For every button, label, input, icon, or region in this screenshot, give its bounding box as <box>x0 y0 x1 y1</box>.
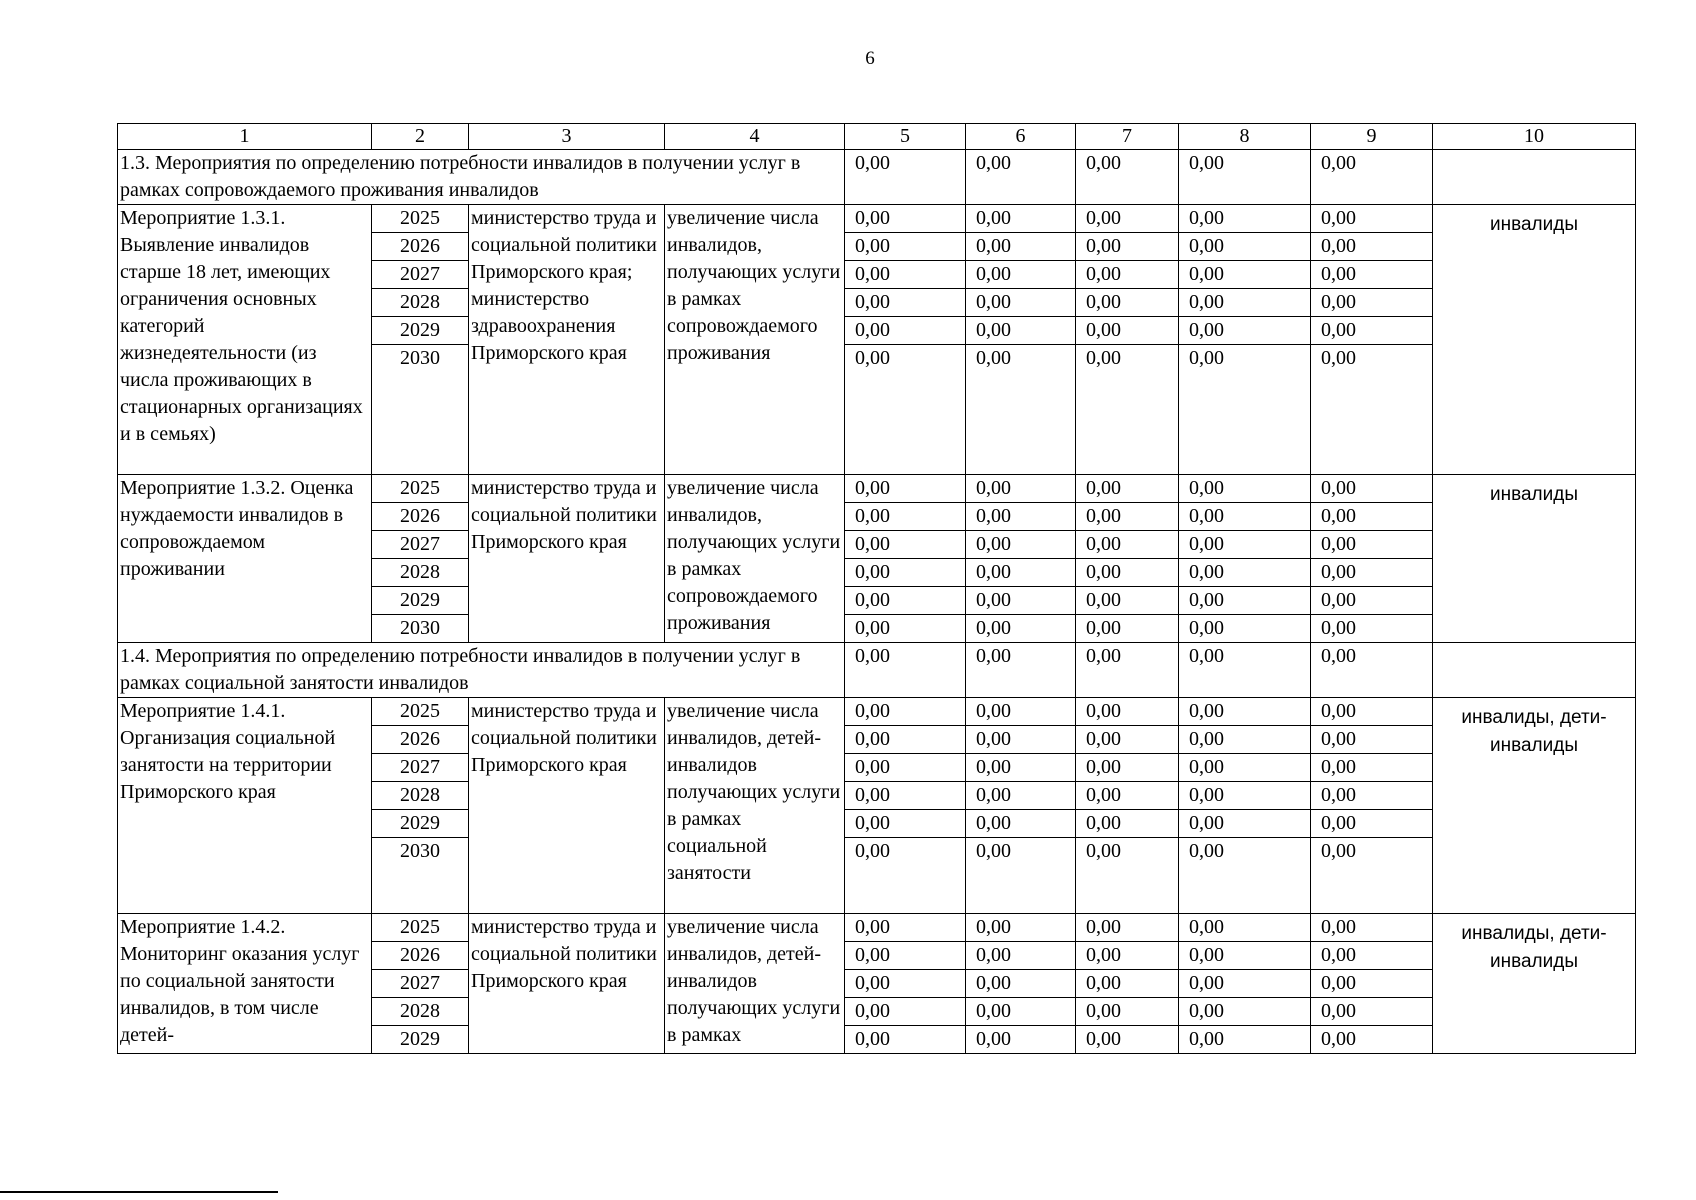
value-cell: 0,00 <box>1076 233 1179 261</box>
value-cell: 0,00 <box>1179 475 1311 503</box>
value-cell: 0,00 <box>1311 810 1433 838</box>
value-cell: 0,00 <box>1179 754 1311 782</box>
value-cell: 0,00 <box>845 1026 966 1054</box>
value-cell: 0,00 <box>966 970 1076 998</box>
value-cell: 0,00 <box>1311 475 1433 503</box>
value-cell: 0,00 <box>1076 970 1179 998</box>
value-cell: 0,00 <box>1179 345 1311 475</box>
value-cell: 0,00 <box>1311 503 1433 531</box>
target-group: инвалиды, дети-инвалиды <box>1433 914 1636 1054</box>
year-cell: 2029 <box>372 1026 469 1054</box>
value-cell: 0,00 <box>1311 587 1433 615</box>
value-cell: 0,00 <box>1311 1026 1433 1054</box>
value-cell: 0,00 <box>1076 587 1179 615</box>
year-cell: 2030 <box>372 838 469 914</box>
value-cell: 0,00 <box>1179 838 1311 914</box>
value-cell: 0,00 <box>1311 261 1433 289</box>
value-cell: 0,00 <box>966 345 1076 475</box>
section-empty-cell <box>1433 150 1636 205</box>
section-value: 0,00 <box>845 150 966 205</box>
section-value: 0,00 <box>1076 643 1179 698</box>
section-value: 0,00 <box>1179 150 1311 205</box>
value-cell: 0,00 <box>1076 754 1179 782</box>
expected-result: увеличение числа инвалидов, детей-инвалидов получающих услуги в рамках социальной занятости <box>665 698 845 914</box>
value-cell: 0,00 <box>845 587 966 615</box>
value-cell: 0,00 <box>1179 205 1311 233</box>
target-group: инвалиды <box>1433 475 1636 643</box>
value-cell: 0,00 <box>966 1026 1076 1054</box>
value-cell: 0,00 <box>845 970 966 998</box>
value-cell: 0,00 <box>1076 345 1179 475</box>
value-cell: 0,00 <box>966 261 1076 289</box>
year-cell: 2026 <box>372 503 469 531</box>
value-cell: 0,00 <box>1311 726 1433 754</box>
value-cell: 0,00 <box>845 698 966 726</box>
value-cell: 0,00 <box>1311 754 1433 782</box>
page-number: 6 <box>865 48 875 69</box>
year-cell: 2028 <box>372 289 469 317</box>
header-row <box>118 124 1636 150</box>
year-cell: 2026 <box>372 726 469 754</box>
value-cell: 0,00 <box>1076 317 1179 345</box>
value-cell: 0,00 <box>966 698 1076 726</box>
value-cell: 0,00 <box>966 615 1076 643</box>
section-empty-cell <box>1433 643 1636 698</box>
value-cell: 0,00 <box>845 345 966 475</box>
year-cell: 2028 <box>372 559 469 587</box>
year-cell: 2027 <box>372 970 469 998</box>
value-cell: 0,00 <box>845 726 966 754</box>
value-cell: 0,00 <box>845 205 966 233</box>
year-cell: 2029 <box>372 317 469 345</box>
value-cell: 0,00 <box>1076 698 1179 726</box>
value-cell: 0,00 <box>845 615 966 643</box>
value-cell: 0,00 <box>845 838 966 914</box>
value-cell: 0,00 <box>1076 261 1179 289</box>
value-cell: 0,00 <box>1311 205 1433 233</box>
value-cell: 0,00 <box>1179 587 1311 615</box>
section-value: 0,00 <box>1311 643 1433 698</box>
value-cell: 0,00 <box>1311 345 1433 475</box>
value-cell: 0,00 <box>966 205 1076 233</box>
value-cell: 0,00 <box>966 810 1076 838</box>
value-cell: 0,00 <box>1179 942 1311 970</box>
section-value: 0,00 <box>966 643 1076 698</box>
value-cell: 0,00 <box>1179 261 1311 289</box>
value-cell: 0,00 <box>1076 726 1179 754</box>
value-cell: 0,00 <box>1311 698 1433 726</box>
value-cell: 0,00 <box>845 942 966 970</box>
value-cell: 0,00 <box>1179 615 1311 643</box>
value-cell: 0,00 <box>845 531 966 559</box>
column-header: 5 <box>845 124 966 150</box>
value-cell: 0,00 <box>1179 914 1311 942</box>
year-cell: 2029 <box>372 587 469 615</box>
value-cell: 0,00 <box>1179 317 1311 345</box>
value-cell: 0,00 <box>1076 914 1179 942</box>
year-cell: 2027 <box>372 754 469 782</box>
value-cell: 0,00 <box>845 233 966 261</box>
column-header: 4 <box>665 124 845 150</box>
column-header: 2 <box>372 124 469 150</box>
value-cell: 0,00 <box>966 754 1076 782</box>
value-cell: 0,00 <box>1076 998 1179 1026</box>
value-cell: 0,00 <box>966 587 1076 615</box>
year-cell: 2030 <box>372 615 469 643</box>
section-value: 0,00 <box>1311 150 1433 205</box>
value-cell: 0,00 <box>845 261 966 289</box>
year-cell: 2026 <box>372 233 469 261</box>
section-value: 0,00 <box>1179 643 1311 698</box>
value-cell: 0,00 <box>966 942 1076 970</box>
value-cell: 0,00 <box>1179 810 1311 838</box>
column-header: 6 <box>966 124 1076 150</box>
column-header: 1 <box>118 124 372 150</box>
section-value: 0,00 <box>966 150 1076 205</box>
value-cell: 0,00 <box>1076 205 1179 233</box>
value-cell: 0,00 <box>966 914 1076 942</box>
value-cell: 0,00 <box>1179 782 1311 810</box>
executor: министерство труда и социальной политики Приморского края; министерство здравоохранения Приморского края <box>469 205 665 475</box>
value-cell: 0,00 <box>845 559 966 587</box>
section-row <box>118 150 1636 205</box>
section-value: 0,00 <box>845 643 966 698</box>
value-cell: 0,00 <box>845 914 966 942</box>
expected-result: увеличение числа инвалидов, получающих услуги в рамках сопровождаемого проживания <box>665 475 845 643</box>
year-cell: 2025 <box>372 475 469 503</box>
value-cell: 0,00 <box>966 503 1076 531</box>
value-cell: 0,00 <box>1311 289 1433 317</box>
year-cell: 2025 <box>372 698 469 726</box>
year-cell: 2025 <box>372 205 469 233</box>
year-cell: 2029 <box>372 810 469 838</box>
measure-row <box>118 698 1636 726</box>
value-cell: 0,00 <box>1179 698 1311 726</box>
value-cell: 0,00 <box>1179 970 1311 998</box>
column-header: 7 <box>1076 124 1179 150</box>
value-cell: 0,00 <box>966 838 1076 914</box>
value-cell: 0,00 <box>845 810 966 838</box>
value-cell: 0,00 <box>1311 942 1433 970</box>
value-cell: 0,00 <box>1076 838 1179 914</box>
measure-name: Мероприятие 1.4.1. Организация социальной занятости на территории Приморского края <box>118 698 372 914</box>
year-cell: 2027 <box>372 261 469 289</box>
measure-name: Мероприятие 1.3.1. Выявление инвалидов старше 18 лет, имеющих ограничения основных категорий жизнедеятельности (из числа проживающих в стационарных организациях и в семьях) <box>118 205 372 475</box>
value-cell: 0,00 <box>1076 810 1179 838</box>
value-cell: 0,00 <box>966 559 1076 587</box>
value-cell: 0,00 <box>1076 475 1179 503</box>
measure-row <box>118 205 1636 233</box>
column-header: 9 <box>1311 124 1433 150</box>
value-cell: 0,00 <box>845 503 966 531</box>
footnote-divider <box>0 1191 278 1193</box>
section-value: 0,00 <box>1076 150 1179 205</box>
value-cell: 0,00 <box>1076 942 1179 970</box>
year-cell: 2026 <box>372 942 469 970</box>
value-cell: 0,00 <box>845 317 966 345</box>
value-cell: 0,00 <box>1311 317 1433 345</box>
year-cell: 2025 <box>372 914 469 942</box>
column-header: 3 <box>469 124 665 150</box>
value-cell: 0,00 <box>1179 289 1311 317</box>
value-cell: 0,00 <box>1179 531 1311 559</box>
value-cell: 0,00 <box>1311 233 1433 261</box>
target-group: инвалиды <box>1433 205 1636 475</box>
measure-name: Мероприятие 1.4.2. Мониторинг оказания услуг по социальной занятости инвалидов, в том числе детей- <box>118 914 372 1054</box>
section-row <box>118 643 1636 698</box>
value-cell: 0,00 <box>966 726 1076 754</box>
expected-result: увеличение числа инвалидов, получающих услуги в рамках сопровождаемого проживания <box>665 205 845 475</box>
value-cell: 0,00 <box>1076 1026 1179 1054</box>
column-header: 8 <box>1179 124 1311 150</box>
section-title: 1.4. Мероприятия по определению потребности инвалидов в получении услуг в рамках социальной занятости инвалидов <box>118 643 845 698</box>
value-cell: 0,00 <box>966 475 1076 503</box>
value-cell: 0,00 <box>1076 503 1179 531</box>
executor: министерство труда и социальной политики Приморского края <box>469 475 665 643</box>
value-cell: 0,00 <box>1076 615 1179 643</box>
value-cell: 0,00 <box>845 754 966 782</box>
value-cell: 0,00 <box>966 998 1076 1026</box>
value-cell: 0,00 <box>1311 998 1433 1026</box>
value-cell: 0,00 <box>966 317 1076 345</box>
value-cell: 0,00 <box>1311 838 1433 914</box>
value-cell: 0,00 <box>1179 233 1311 261</box>
year-cell: 2028 <box>372 998 469 1026</box>
measures-table <box>117 123 1636 1054</box>
value-cell: 0,00 <box>1076 782 1179 810</box>
value-cell: 0,00 <box>1179 1026 1311 1054</box>
year-cell: 2028 <box>372 782 469 810</box>
value-cell: 0,00 <box>845 998 966 1026</box>
value-cell: 0,00 <box>966 782 1076 810</box>
executor: министерство труда и социальной политики Приморского края <box>469 698 665 914</box>
year-cell: 2027 <box>372 531 469 559</box>
year-cell: 2030 <box>372 345 469 475</box>
measure-name: Мероприятие 1.3.2. Оценка нуждаемости инвалидов в сопровождаемом проживании <box>118 475 372 643</box>
value-cell: 0,00 <box>1311 782 1433 810</box>
measure-row <box>118 914 1636 942</box>
value-cell: 0,00 <box>1076 559 1179 587</box>
value-cell: 0,00 <box>1076 289 1179 317</box>
section-title: 1.3. Мероприятия по определению потребности инвалидов в получении услуг в рамках сопровождаемого проживания инвалидов <box>118 150 845 205</box>
column-header: 10 <box>1433 124 1636 150</box>
executor: министерство труда и социальной политики Приморского края <box>469 914 665 1054</box>
value-cell: 0,00 <box>1311 531 1433 559</box>
value-cell: 0,00 <box>1311 559 1433 587</box>
value-cell: 0,00 <box>1076 531 1179 559</box>
value-cell: 0,00 <box>1179 726 1311 754</box>
value-cell: 0,00 <box>966 531 1076 559</box>
target-group: инвалиды, дети-инвалиды <box>1433 698 1636 914</box>
value-cell: 0,00 <box>966 233 1076 261</box>
value-cell: 0,00 <box>845 475 966 503</box>
value-cell: 0,00 <box>845 782 966 810</box>
expected-result: увеличение числа инвалидов, детей-инвалидов получающих услуги в рамках <box>665 914 845 1054</box>
value-cell: 0,00 <box>1311 615 1433 643</box>
value-cell: 0,00 <box>1311 914 1433 942</box>
value-cell: 0,00 <box>1311 970 1433 998</box>
value-cell: 0,00 <box>1179 998 1311 1026</box>
measure-row <box>118 475 1636 503</box>
value-cell: 0,00 <box>1179 559 1311 587</box>
value-cell: 0,00 <box>845 289 966 317</box>
value-cell: 0,00 <box>966 289 1076 317</box>
value-cell: 0,00 <box>1179 503 1311 531</box>
